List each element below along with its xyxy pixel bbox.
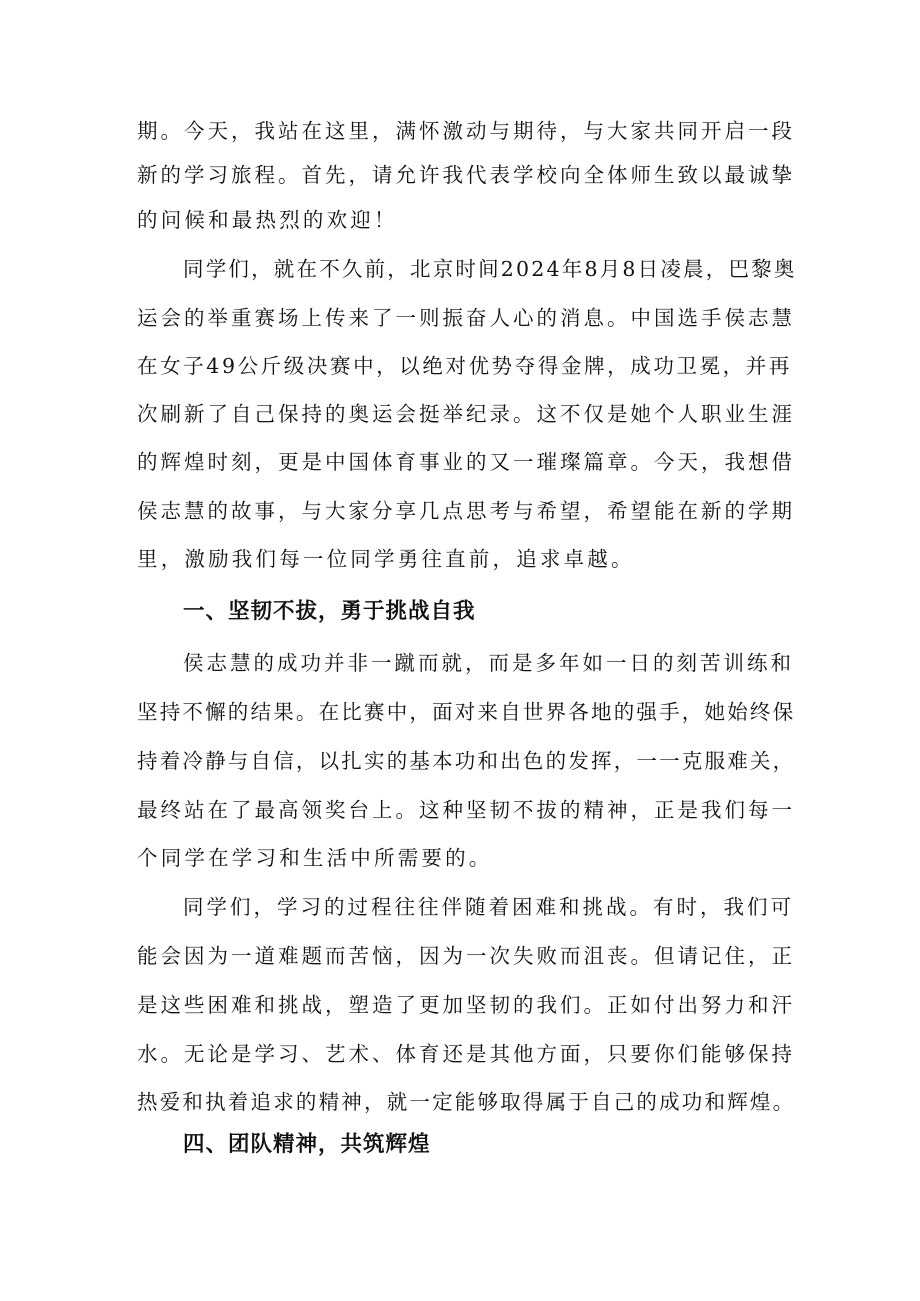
text-line: 在女子49公斤级决赛中，以绝对优势夺得金牌，成功卫冕，并再 (137, 354, 792, 378)
text-line: 水。无论是学习、艺术、体育还是其他方面，只要你们能够保持 (137, 1042, 795, 1066)
text-line: 的辉煌时刻，更是中国体育事业的又一璀璨篇章。今天，我想借 (137, 450, 795, 474)
text-line: 同学们，学习的过程往往伴随着困难和挑战。有时，我们可 (183, 895, 794, 919)
text-line: 热爱和执着追求的精神，就一定能够取得属于自己的成功和辉煌。 (137, 1090, 796, 1114)
text-line: 的问候和最热烈的欢迎！ (137, 208, 398, 232)
text-line: 能会因为一道难题而苦恼，因为一次失败而沮丧。但请记住，正 (137, 944, 795, 968)
text-line: 最终站在了最高领奖台上。这种坚韧不拔的精神，正是我们每一 (137, 798, 795, 822)
text-line: 同学们，就在不久前，北京时间2024年8月8日凌晨，巴黎奥 (183, 257, 797, 281)
text-line: 新的学习旅程。首先，请允许我代表学校向全体师生致以最诚挚 (137, 163, 795, 187)
text-line: 期。今天，我站在这里，满怀激动与期待，与大家共同开启一段 (137, 119, 795, 143)
text-line: 持着冷静与自信，以扎实的基本功和出色的发挥，一一克服难关， (137, 749, 796, 773)
text-line: 是这些困难和挑战，塑造了更加坚韧的我们。正如付出努力和汗 (137, 993, 795, 1017)
section-heading-1: 一、坚韧不拔，勇于挑战自我 (183, 599, 476, 624)
section-heading-4: 四、团队精神，共筑辉煌 (183, 1132, 431, 1157)
text-line: 侯志慧的成功并非一蹴而就，而是多年如一日的刻苦训练和 (183, 651, 794, 675)
text-line: 坚持不懈的结果。在比赛中，面对来自世界各地的强手，她始终保 (137, 700, 796, 724)
text-line: 里，激励我们每一位同学勇往直前，追求卓越。 (137, 547, 635, 571)
text-line: 运会的举重赛场上传来了一则振奋人心的消息。中国选手侯志慧 (137, 306, 795, 330)
text-line: 次刷新了自己保持的奥运会挺举纪录。这不仅是她个人职业生涯 (137, 402, 795, 426)
text-line: 侯志慧的故事，与大家分享几点思考与希望，希望能在新的学期 (137, 499, 795, 523)
text-line: 个同学在学习和生活中所需要的。 (137, 846, 493, 870)
